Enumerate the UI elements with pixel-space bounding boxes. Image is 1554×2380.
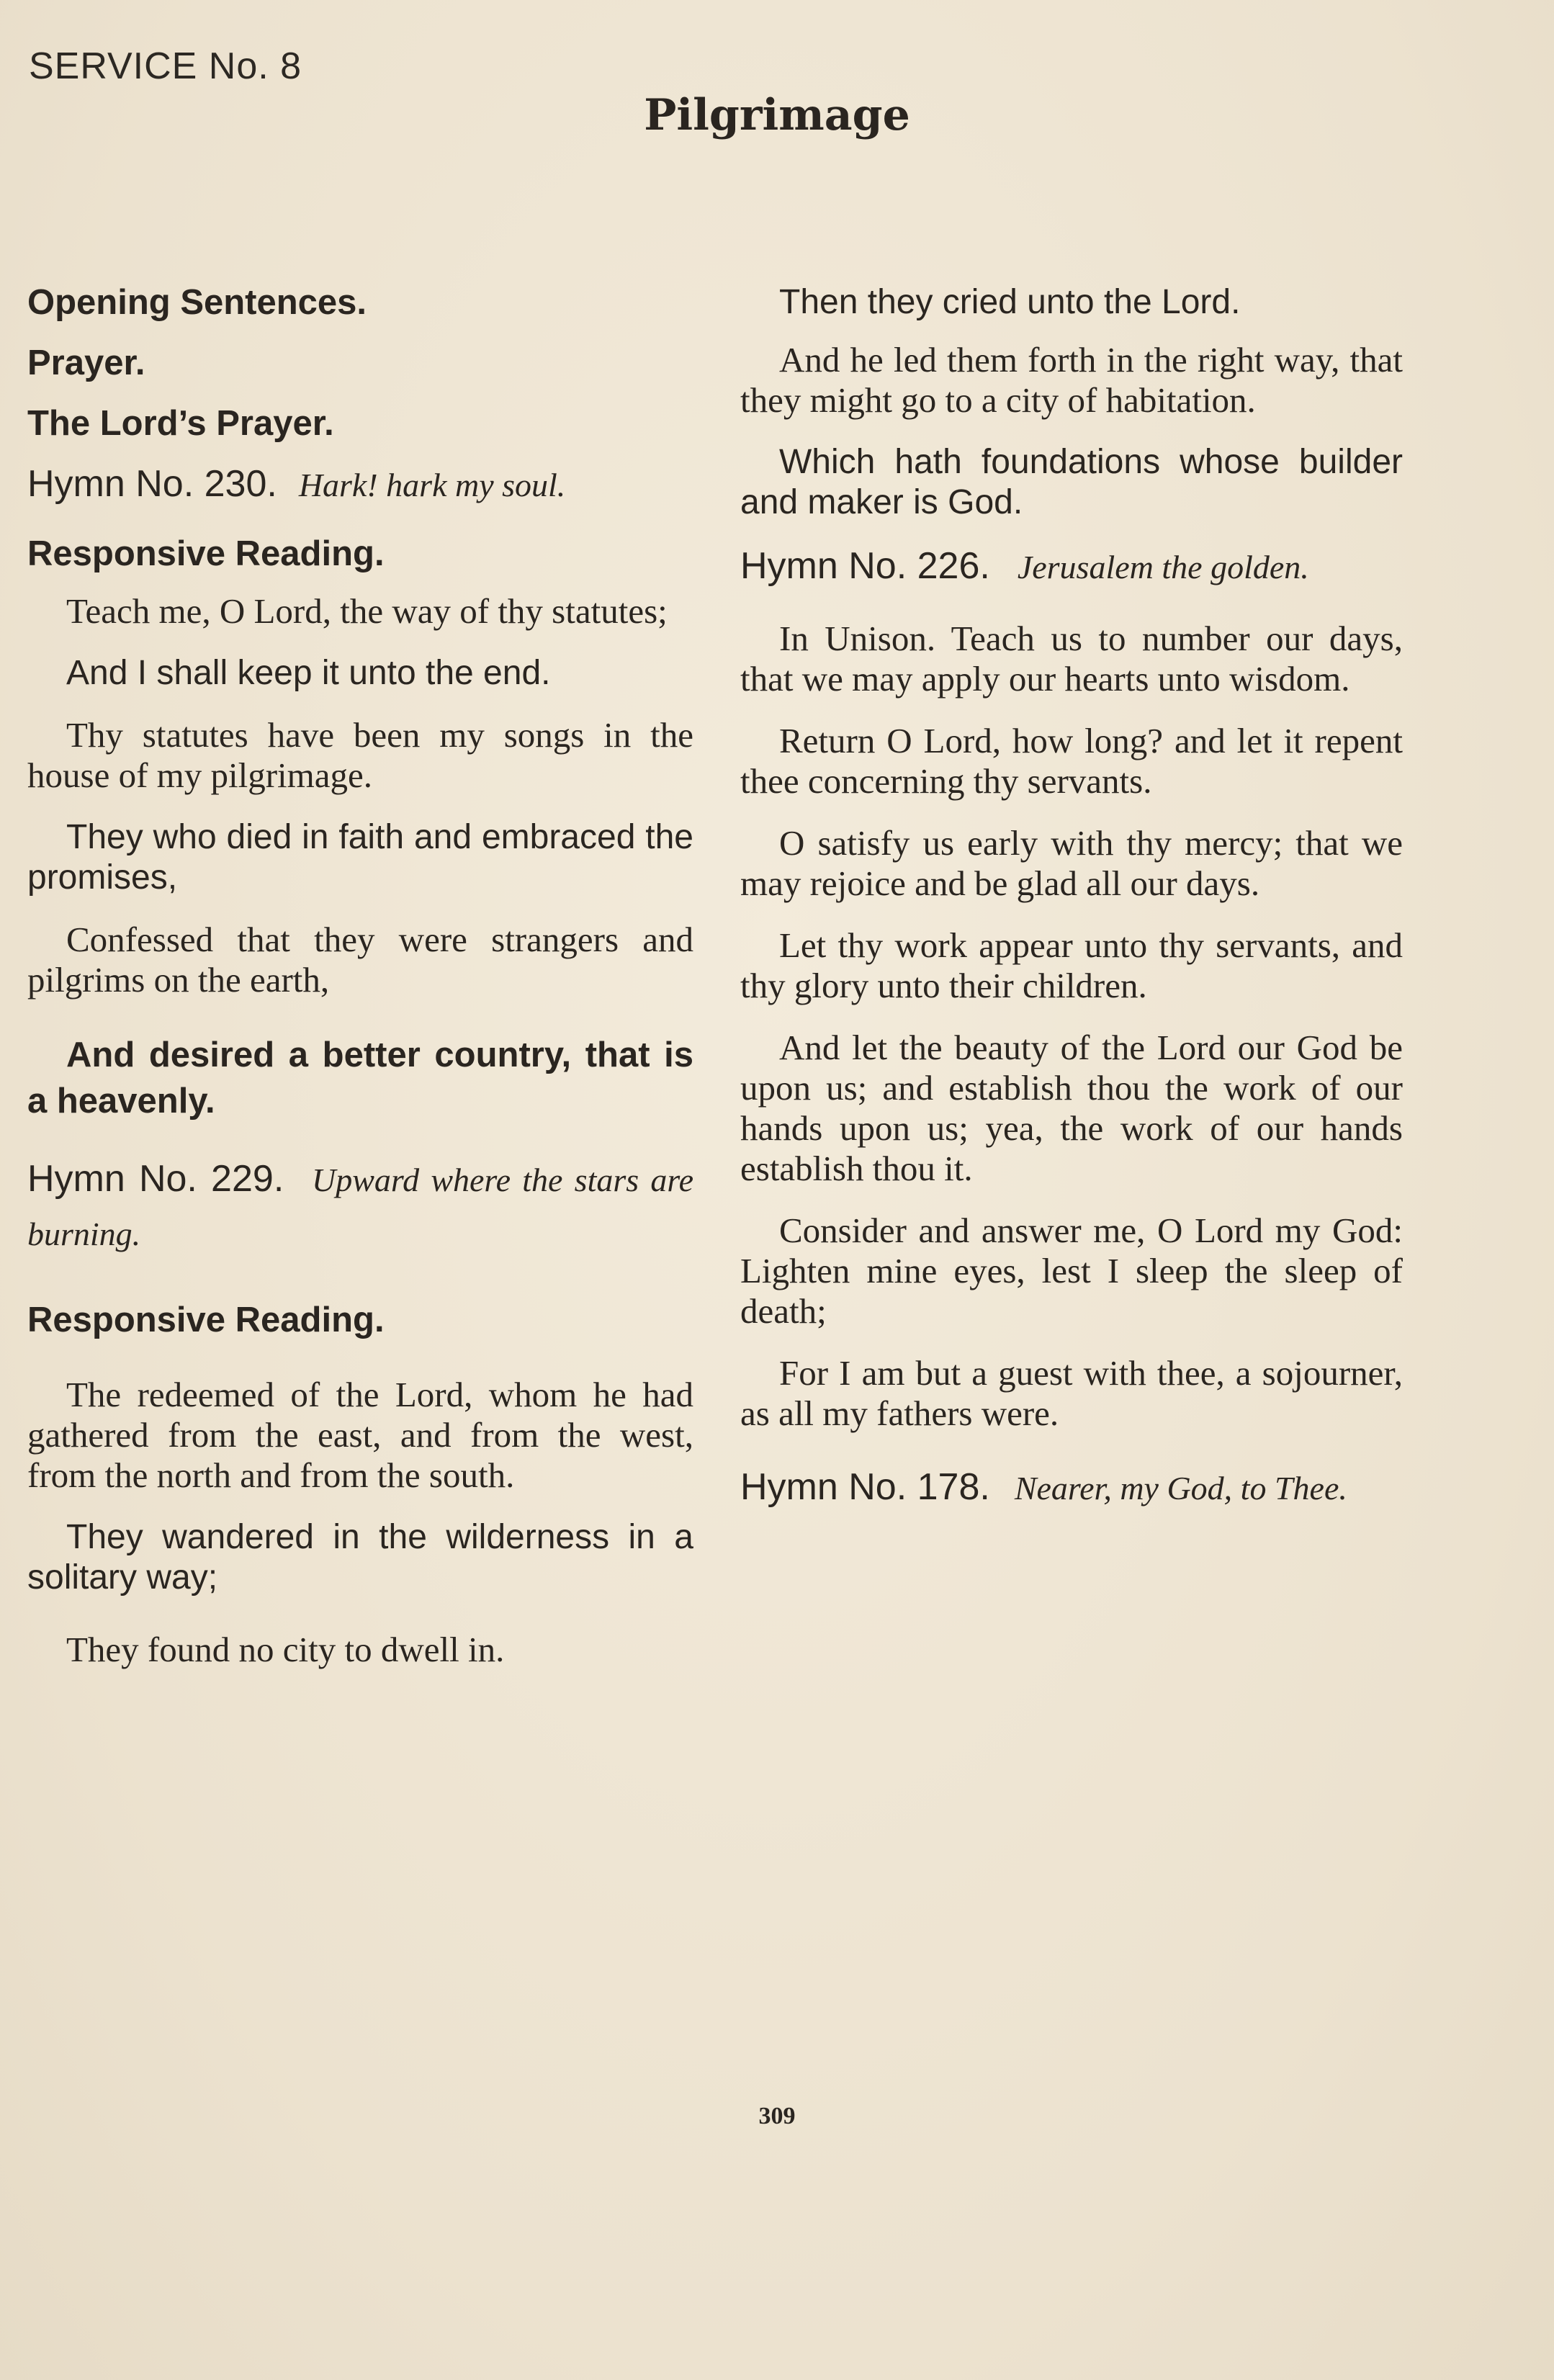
reading-line: In Unison. Teach us to number our days, that we may apply our hearts unto wisdom. [740,619,1403,699]
reading-line: The redeemed of the Lord, whom he had gathered from the east, and from the west, from the north and from the south. [27,1375,693,1495]
lords-prayer-heading: The Lord’s Prayer. [27,404,334,443]
service-number: SERVICE No. 8 [29,45,302,87]
reading-line: And he led them forth in the right way, that they might go to a city of habitation. [740,340,1403,420]
reading-line: Then they cried unto the Lord. [779,283,1241,321]
reading-line: And let the beauty of the Lord our God be upon us; and establish thou the work of our hands upon us; yea, the work of our hands establish thou it. [740,1028,1403,1188]
reading-line: Return O Lord, how long? and let it repent thee concerning thy servants. [740,721,1403,801]
hymn-number: Hymn No. 226. [740,545,990,587]
hymn-number: Hymn No. 229. [27,1158,284,1200]
page-title: Pilgrimage [644,90,910,140]
hymn-title: Hark! hark my soul. [298,467,566,503]
reading-line: Consider and answer me, O Lord my God: Lighten mine eyes, lest I sleep the sleep of death; [740,1211,1403,1331]
reading-line: O satisfy us early with thy mercy; that we may rejoice and be glad all our days. [740,823,1403,903]
right-column [740,279,1403,1518]
reading-line: They found no city to dwell in. [66,1630,505,1669]
hymn-229 [27,1156,693,1265]
hymn-number: Hymn No. 230. [27,463,277,505]
reading-line: Thy statutes have been my songs in the house of my pilgrimage. [27,715,693,795]
hymn-230 [27,461,693,516]
hymn-226 [740,544,1403,597]
reading-line: They wandered in the wilderness in a solitary way; [27,1518,693,1597]
hymn-178 [740,1465,1403,1518]
reading-line: They who died in faith and embraced the promises, [27,818,693,897]
left-column [27,279,693,1670]
hymn-title: Upward where the stars are burning. [27,1162,694,1252]
prayer-heading: Prayer. [27,343,145,382]
reading-line: Which hath foundations whose builder and maker is God. [740,443,1403,521]
reading-line: Teach me, O Lord, the way of thy statutes; [66,591,668,631]
responsive-reading-heading: Responsive Reading. [27,1301,385,1339]
reading-line: For I am but a guest with thee, a sojourner, as all my fathers were. [740,1353,1403,1433]
responsive-reading-heading: Responsive Reading. [27,534,385,573]
hymn-title: Jerusalem the golden. [1017,549,1309,585]
reading-line: Let thy work appear unto thy servants, and thy glory unto their children. [740,925,1403,1005]
reading-line: And desired a better country, that is a heavenly. [27,1036,693,1121]
hymn-title: Nearer, my God, to Thee. [1014,1470,1347,1506]
reading-line: And I shall keep it unto the end. [66,654,551,692]
hymn-number: Hymn No. 178. [740,1466,990,1508]
reading-line: Confessed that they were strangers and pilgrims on the earth, [27,920,693,1000]
opening-sentences-heading: Opening Sentences. [27,283,367,322]
page-number: 309 [758,2103,796,2129]
